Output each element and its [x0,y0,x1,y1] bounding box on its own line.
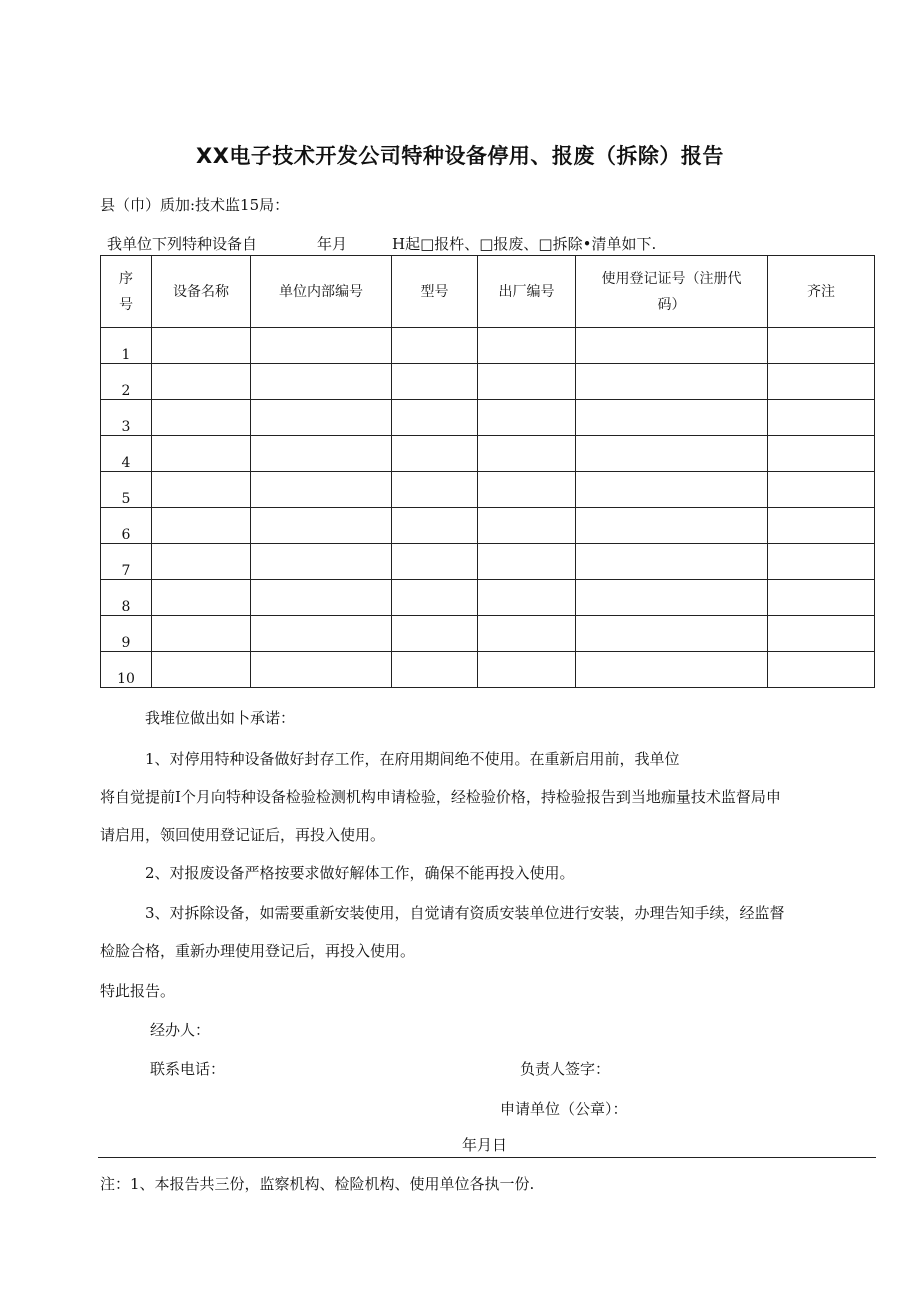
remarks-cell[interactable] [768,436,875,472]
model-cell[interactable] [392,580,478,616]
internal-number-cell[interactable] [251,580,392,616]
registration-cell[interactable] [576,436,768,472]
phone-label: 联系电话： [150,1060,226,1078]
internal-number-cell[interactable] [251,652,392,688]
internal-number-cell[interactable] [251,436,392,472]
commitment-item1-line3: 请启用，领回使用登记证后，再投入使用。 [100,826,386,844]
registration-cell[interactable] [576,616,768,652]
table-row [101,580,875,616]
header-registration-line2: 码） [657,296,686,313]
registration-cell[interactable] [576,508,768,544]
commitment-item1-line2: 将自觉提前I个月向特种设备检验检测机构申请检验，经检验价格，持检验报告到当地痂量技术监督局申 [100,788,781,806]
factory-number-cell[interactable] [478,436,576,472]
internal-number-cell[interactable] [251,508,392,544]
registration-cell[interactable] [576,400,768,436]
factory-number-cell[interactable] [478,508,576,544]
table-row [101,544,875,580]
factory-number-cell[interactable] [478,328,576,364]
header-factory-number: 出厂编号 [478,256,576,328]
remarks-cell[interactable] [768,508,875,544]
header-registration-line1: 使用登记证号（注册代 [601,270,742,287]
internal-number-cell[interactable] [251,616,392,652]
factory-number-cell[interactable] [478,616,576,652]
table-body [101,328,875,688]
remarks-cell[interactable] [768,652,875,688]
remarks-cell[interactable] [768,364,875,400]
table-header-row [101,256,875,328]
header-seq-line2: 号 [119,296,133,313]
registration-cell[interactable] [576,472,768,508]
applicant-seal-label: 申请单位（公章）： [500,1100,628,1118]
name-cell[interactable] [152,508,251,544]
commitment-item1-line1: 1、对停用特种设备做好封存工作，在府用期间绝不使用。在重新启用前，我单位 [145,750,680,768]
name-cell[interactable] [152,400,251,436]
registration-cell[interactable] [576,544,768,580]
model-cell[interactable] [392,508,478,544]
internal-number-cell[interactable] [251,364,392,400]
model-cell[interactable] [392,616,478,652]
registration-cell[interactable] [576,328,768,364]
row-seq-number: 4 [101,436,152,472]
commitment-heading: 我堆位做出如卜承诺： [145,709,296,727]
table-row [101,436,875,472]
internal-number-cell[interactable] [251,472,392,508]
name-cell[interactable] [152,580,251,616]
header-model: 型号 [392,256,478,328]
table-row [101,364,875,400]
name-cell[interactable] [152,472,251,508]
model-cell[interactable] [392,544,478,580]
footnote: 注：1、本报告共三份，监察机构、检险机构、使用单位各执一份. [100,1175,535,1193]
row-seq-number: 5 [101,472,152,508]
report-title: XX电子技术开发公司特种设备停用、报废（拆除）报告 [196,144,724,168]
remarks-cell[interactable] [768,616,875,652]
factory-number-cell[interactable] [478,364,576,400]
registration-cell[interactable] [576,580,768,616]
model-cell[interactable] [392,436,478,472]
header-equipment-name: 设备名称 [152,256,251,328]
factory-number-cell[interactable] [478,652,576,688]
row-seq-number: 7 [101,544,152,580]
name-cell[interactable] [152,364,251,400]
registration-cell[interactable] [576,652,768,688]
commitment-item3-line2: 检脸合格，重新办理使用登记后，再投入使用。 [100,942,416,960]
name-cell[interactable] [152,328,251,364]
header-registration-number [576,256,768,328]
handler-label: 经办人： [150,1021,211,1039]
row-seq-number: 6 [101,508,152,544]
factory-number-cell[interactable] [478,544,576,580]
row-seq-number: 8 [101,580,152,616]
intro-statement: 我单位下列特种设备自 年月 H起□报杵、□报废、□拆除•清单如下. [107,235,657,253]
footer-divider [98,1157,876,1158]
header-internal-number: 单位内部编号 [251,256,392,328]
signature-label: 负责人签字： [520,1060,611,1078]
remarks-cell[interactable] [768,328,875,364]
name-cell[interactable] [152,652,251,688]
row-seq-number: 3 [101,400,152,436]
model-cell[interactable] [392,652,478,688]
remarks-cell[interactable] [768,580,875,616]
row-seq-number: 1 [101,328,152,364]
commitment-item2: 2、对报废设备严格按要求做好解体工作，确保不能再投入使用。 [145,864,575,882]
row-seq-number: 9 [101,616,152,652]
model-cell[interactable] [392,328,478,364]
closing-statement: 特此报告。 [100,982,176,1000]
name-cell[interactable] [152,544,251,580]
model-cell[interactable] [392,364,478,400]
commitment-item3-line1: 3、对拆除设备，如需要重新安装使用，自觉请有资质安装单位进行安装，办理告知手续，经监督 [145,904,785,922]
model-cell[interactable] [392,400,478,436]
internal-number-cell[interactable] [251,328,392,364]
equipment-table [100,255,875,688]
registration-cell[interactable] [576,364,768,400]
factory-number-cell[interactable] [478,472,576,508]
factory-number-cell[interactable] [478,400,576,436]
date-label: 年月日 [462,1136,508,1154]
internal-number-cell[interactable] [251,400,392,436]
internal-number-cell[interactable] [251,544,392,580]
header-remarks: 齐注 [768,256,875,328]
table-row [101,328,875,364]
model-cell[interactable] [392,472,478,508]
factory-number-cell[interactable] [478,580,576,616]
remarks-cell[interactable] [768,400,875,436]
table-row [101,616,875,652]
addressee: 县（巾）质加:技术监15局： [100,196,290,214]
table-row [101,508,875,544]
table-row [101,652,875,688]
header-seq-line1: 序 [119,270,133,287]
header-seq [101,256,152,328]
remarks-cell[interactable] [768,544,875,580]
name-cell[interactable] [152,436,251,472]
row-seq-number: 2 [101,364,152,400]
table-row [101,400,875,436]
row-seq-number: 10 [101,652,152,688]
name-cell[interactable] [152,616,251,652]
table-row [101,472,875,508]
remarks-cell[interactable] [768,472,875,508]
